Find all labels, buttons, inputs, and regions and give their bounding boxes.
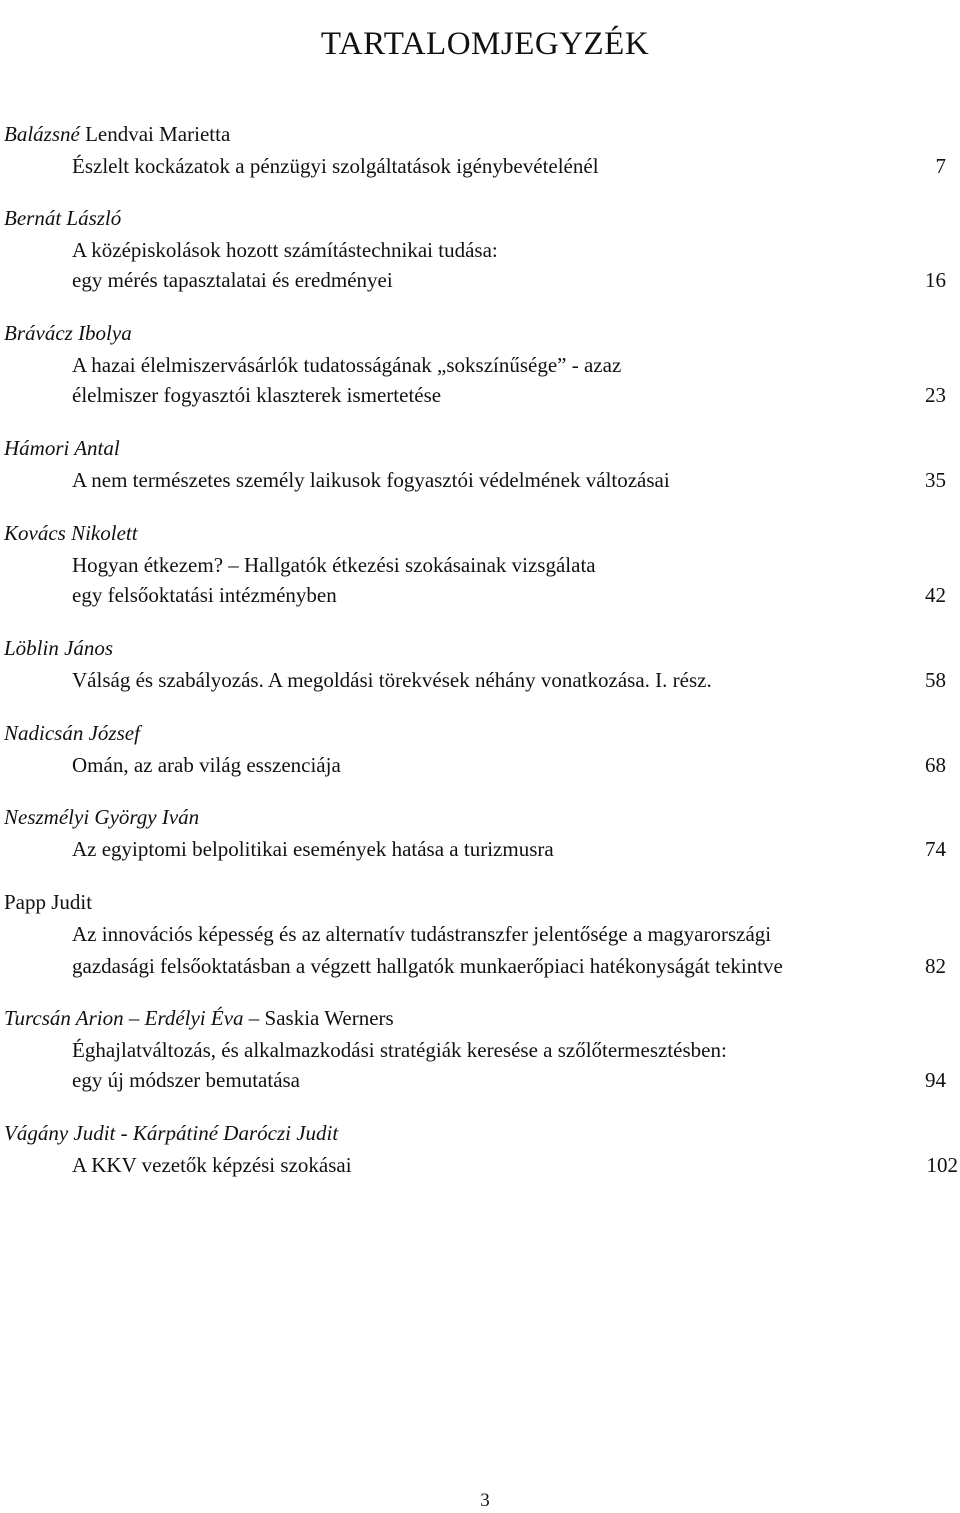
author-part: Nadicsán József <box>4 721 140 745</box>
entry-title-line: élelmiszer fogyasztói klaszterek ismertetése <box>72 383 442 407</box>
author-part: Kovács Nikolett <box>4 521 138 545</box>
entry-title-line: A hazai élelmiszervásárlók tudatosságának „sokszínűsége” - azaz <box>72 353 622 377</box>
entry-page-number: 102 <box>926 1153 958 1177</box>
author-part: Neszmélyi György Iván <box>4 805 200 829</box>
entry-author <box>4 122 230 146</box>
entry-title-line: Hogyan étkezem? – Hallgatók étkezési szokásainak vizsgálata <box>72 553 596 577</box>
entry-page-number: 7 <box>935 154 946 178</box>
author-part: Bernát László <box>4 206 122 230</box>
entry-author <box>4 721 140 745</box>
author-part: Turcsán Arion – Erdélyi Éva – <box>4 1006 265 1030</box>
author-part: Löblin János <box>4 636 114 660</box>
entry-title-line: Észlelt kockázatok a pénzügyi szolgáltatások igénybevételénél <box>72 154 599 178</box>
entry-title-line: Válság és szabályozás. A megoldási törekvések néhány vonatkozása. I. rész. <box>72 668 712 692</box>
entry-author <box>4 890 92 914</box>
entry-title-line: A KKV vezetők képzési szokásai <box>72 1153 352 1177</box>
author-part: Brávácz Ibolya <box>4 321 132 345</box>
entry-author <box>4 521 138 545</box>
entry-title-line: Az egyiptomi belpolitikai események hatása a turizmusra <box>72 837 554 861</box>
entry-title-line: gazdasági felsőoktatásban a végzett hallgatók munkaerőpiaci hatékonyságát tekintve <box>72 954 783 978</box>
entry-title-line: egy mérés tapasztalatai és eredményei <box>72 268 393 292</box>
author-part: Saskia Werners <box>264 1006 394 1030</box>
entry-page-number: 94 <box>925 1068 946 1092</box>
entry-author <box>4 636 113 660</box>
author-part: Balázsné <box>4 122 80 146</box>
entry-page-number: 58 <box>925 668 946 692</box>
entry-page-number: 82 <box>925 954 946 978</box>
entry-author <box>4 1121 338 1145</box>
entry-page-number: 16 <box>925 268 946 292</box>
entry-author <box>4 436 120 460</box>
author-part: Lendvai Marietta <box>79 122 231 146</box>
entry-title-line: egy új módszer bemutatása <box>72 1068 301 1092</box>
entry-author <box>4 805 199 829</box>
author-part: Vágány Judit - Kárpátiné Daróczi Judit <box>4 1121 339 1145</box>
entry-author <box>4 206 121 230</box>
entry-page-number: 68 <box>925 753 946 777</box>
entry-title-line: Éghajlatváltozás, és alkalmazkodási stratégiák keresése a szőlőtermesztésben: <box>72 1038 727 1062</box>
entry-title-line: egy felsőoktatási intézményben <box>72 583 337 607</box>
entry-title-line: A középiskolások hozott számítástechnikai tudása: <box>72 238 498 262</box>
author-part: Papp Judit <box>4 890 93 914</box>
entry-title-line: Omán, az arab világ esszenciája <box>72 753 341 777</box>
entry-page-number: 23 <box>925 383 946 407</box>
entry-page-number: 35 <box>925 468 946 492</box>
footer-page-number: 3 <box>480 1490 490 1511</box>
entry-page-number: 42 <box>925 583 946 607</box>
page-title: TARTALOMJEGYZÉK <box>320 26 650 63</box>
entry-title-line: Az innovációs képesség és az alternatív tudástranszfer jelentősége a magyarországi <box>72 922 772 946</box>
author-part: Hámori Antal <box>4 436 120 460</box>
entry-page-number: 74 <box>925 837 946 861</box>
entry-author <box>4 321 132 345</box>
entry-title-line: A nem természetes személy laikusok fogyasztói védelmének változásai <box>72 468 670 492</box>
entry-author <box>4 1006 394 1030</box>
